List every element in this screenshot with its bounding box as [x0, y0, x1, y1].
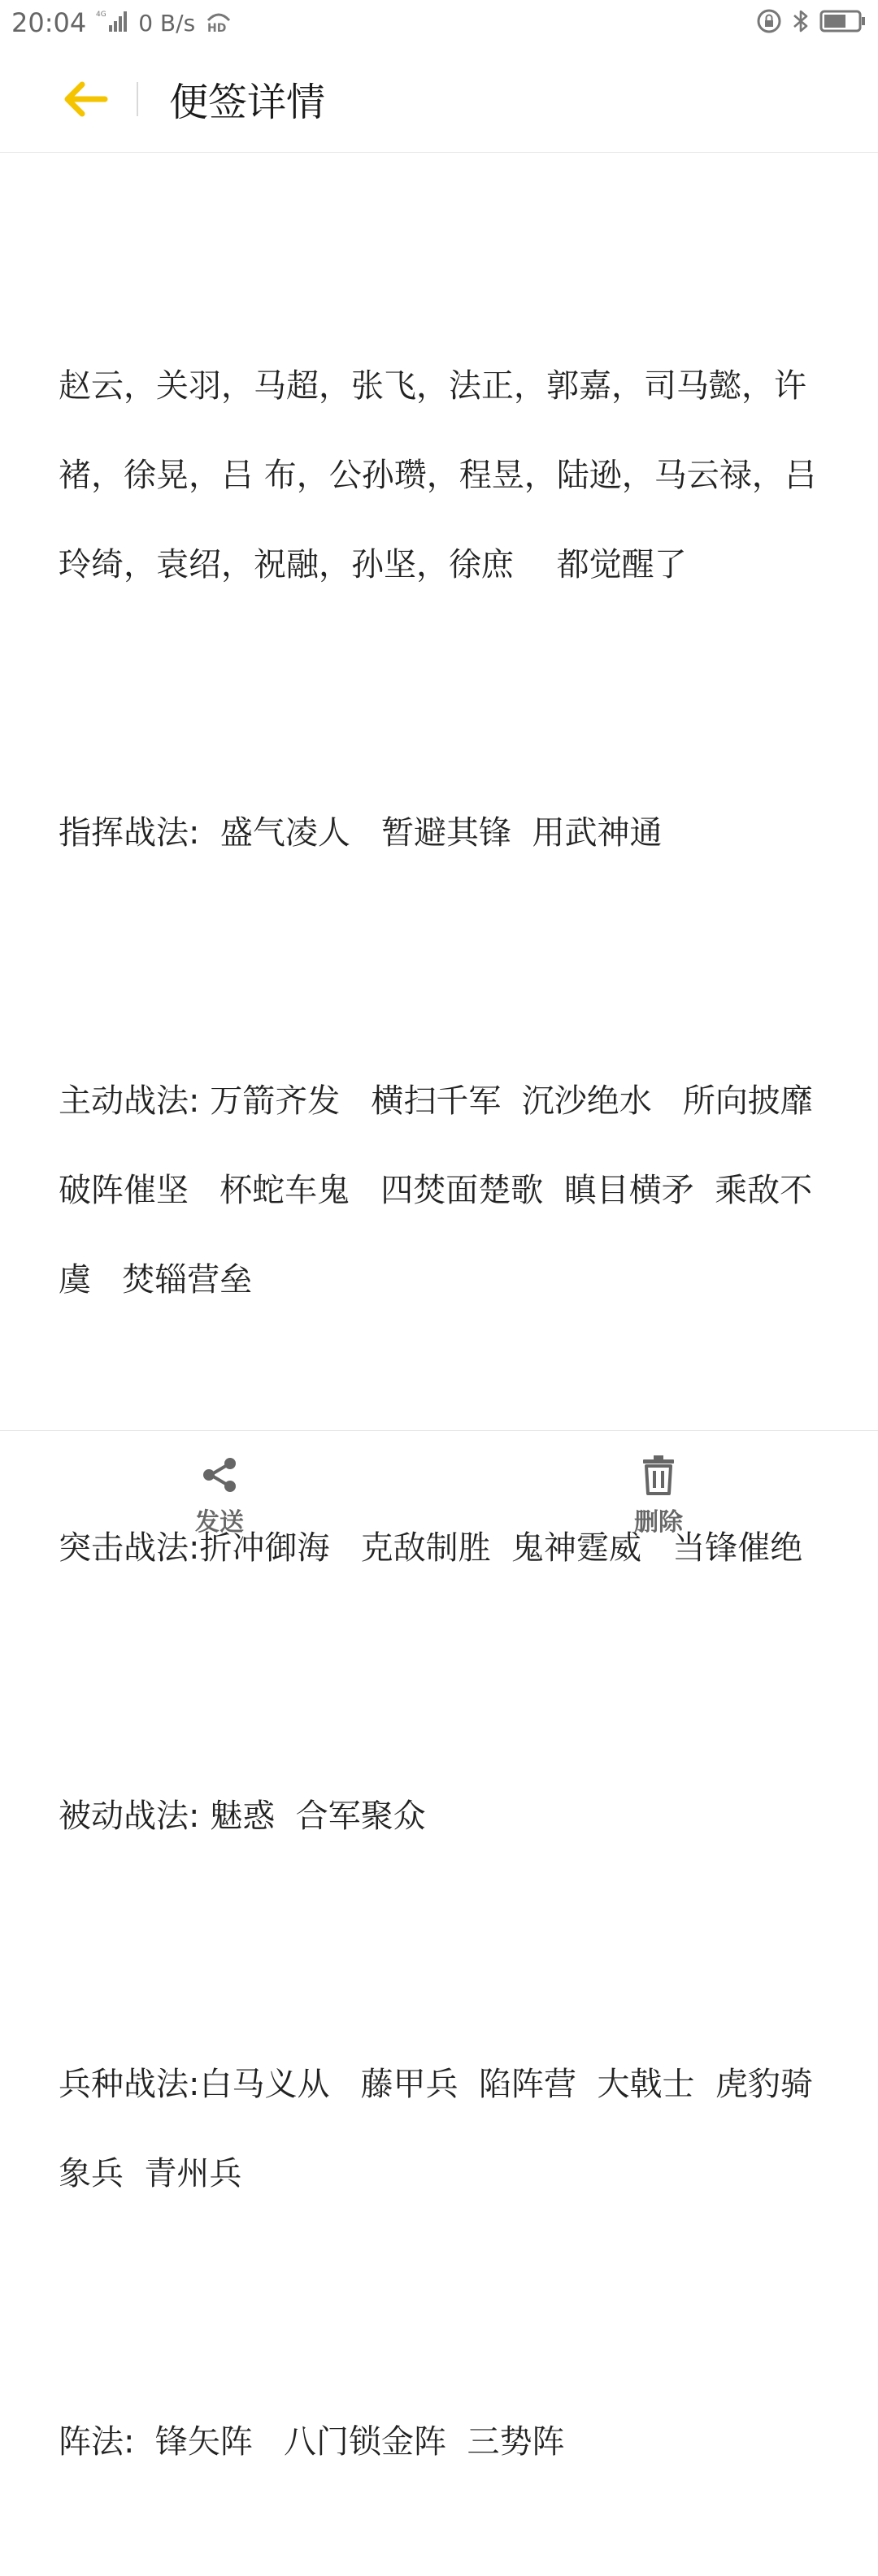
page-title: 便签详情 [169, 80, 326, 125]
signal-label: 4G [96, 11, 106, 19]
note-paragraph-troop-tactics: 兵种战法:白马义从 藤甲兵 陷阵营 大戟士 虎豹骑 象兵 青州兵 [59, 2066, 845, 2192]
trash-icon [640, 1455, 677, 1495]
hd-icon [205, 9, 233, 37]
status-bar [0, 0, 878, 46]
delete-label: 删除 [634, 1507, 683, 1537]
status-right [756, 8, 867, 37]
note-paragraph-assault-tactics: 突击战法:折冲御海 克敌制胜 鬼神霆威 当锋催绝 [59, 1529, 803, 1567]
bluetooth-icon [792, 8, 810, 37]
signal-icon [96, 9, 128, 37]
back-arrow-icon [63, 81, 108, 117]
note-paragraph-heroes: 赵云，关羽，马超，张飞，法正，郭嘉，司马懿，许褚，徐晃，吕 布，公孙瓒，程昱，陆逊，马云禄，吕玲绮，袁绍，祝融，孙坚，徐庶 都觉醒了 [59, 367, 817, 583]
share-icon [199, 1455, 240, 1495]
bottom-action-bar [0, 1430, 878, 1560]
note-content[interactable] [59, 163, 845, 2576]
note-paragraph-command-tactics: 指挥战法: 盛气凌人 暂避其锋 用武神通 [59, 814, 663, 852]
lock-rotation-icon [756, 8, 782, 37]
note-paragraph-active-tactics: 主动战法: 万箭齐发 横扫千军 沉沙绝水 所向披靡 破阵催坚 杯蛇车鬼 四焚面楚歌 瞋目横矛 乘敌不虞 焚辎营垒 [59, 1082, 845, 1299]
network-speed: 0 B/s [138, 9, 196, 37]
status-left [11, 7, 233, 38]
back-button[interactable] [49, 63, 122, 136]
send-label: 发送 [195, 1507, 244, 1537]
header-divider [137, 82, 138, 116]
status-time: 20:04 [11, 7, 87, 38]
note-paragraph-formations: 阵法: 锋矢阵 八门锁金阵 三势阵 [59, 2423, 565, 2461]
battery-icon [819, 9, 867, 37]
note-paragraph-passive-tactics: 被动战法: 魅惑 合军聚众 [59, 1798, 426, 1835]
delete-button[interactable] [439, 1431, 878, 1560]
header [0, 46, 878, 153]
svg-text:HD: HD [207, 22, 227, 33]
send-button[interactable] [0, 1431, 439, 1560]
